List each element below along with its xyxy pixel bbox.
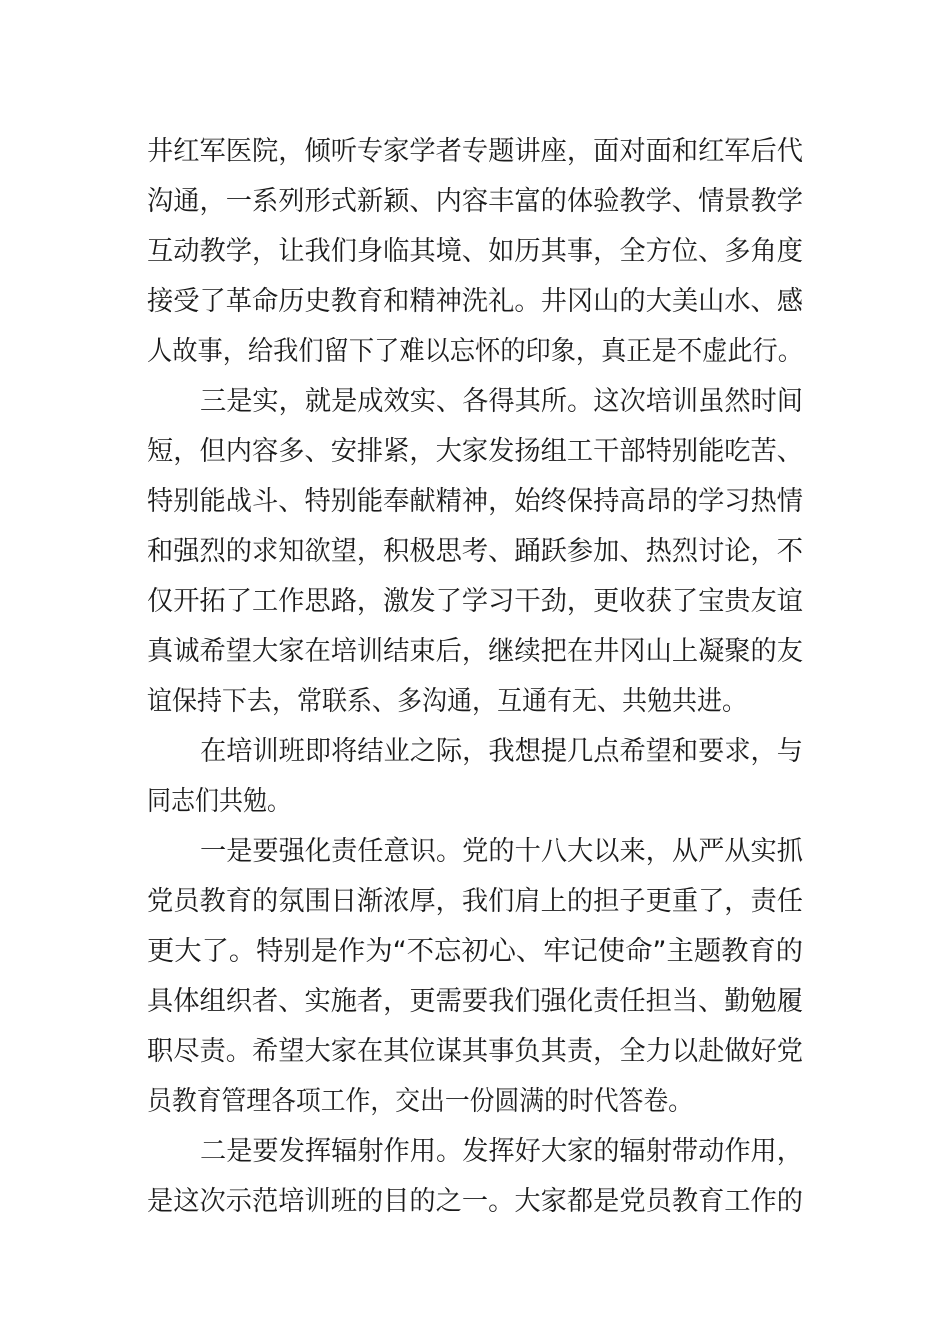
text-line [0, 527, 950, 577]
line-text: 更大了。特别是作为“不忘初心、牢记使命”主题教育的 [147, 936, 803, 967]
line-text: 职尽责。希望大家在其位谋其事负其责，全力以赴做好党 [147, 1036, 804, 1067]
text-line [0, 327, 950, 377]
text-line [0, 1177, 950, 1227]
line-text: 谊保持下去，常联系、多沟通，互通有无、共勉共进。 [147, 686, 747, 717]
text-line [0, 927, 950, 977]
text-line [0, 477, 950, 527]
text-line [0, 627, 950, 677]
text-line [0, 877, 950, 927]
line-text: 是这次示范培训班的目的之一。大家都是党员教育工作的 [147, 1186, 804, 1217]
text-line [0, 827, 950, 877]
line-text: 短，但内容多、安排紧，大家发扬组工干部特别能吃苦、 [147, 436, 804, 467]
text-line [0, 177, 950, 227]
text-line [0, 377, 950, 427]
line-text: 仅开拓了工作思路，激发了学习干劲，更收获了宝贵友谊 [147, 586, 804, 617]
text-line [0, 777, 950, 827]
line-text: 在培训班即将结业之际，我想提几点希望和要求，与 [200, 736, 803, 767]
line-text: 同志们共勉。 [147, 786, 292, 817]
line-text: 一是要强化责任意识。党的十八大以来，从严从实抓 [200, 836, 803, 867]
text-line [0, 577, 950, 627]
text-line [0, 277, 950, 327]
line-text: 和强烈的求知欲望，积极思考、踊跃参加、热烈讨论，不 [147, 536, 804, 567]
text-line [0, 1077, 950, 1127]
text-line [0, 677, 950, 727]
line-text: 三是实，就是成效实、各得其所。这次培训虽然时间 [200, 386, 803, 417]
line-text: 二是要发挥辐射作用。发挥好大家的辐射带动作用， [200, 1136, 803, 1167]
text-line [0, 427, 950, 477]
line-text: 井红军医院，倾听专家学者专题讲座，面对面和红军后代 [147, 136, 804, 167]
text-line [0, 1027, 950, 1077]
text-line [0, 1127, 950, 1177]
line-text: 互动教学，让我们身临其境、如历其事，全方位、多角度 [147, 236, 804, 267]
line-text: 人故事，给我们留下了难以忘怀的印象，真正是不虚此行。 [147, 336, 804, 367]
line-text: 员教育管理各项工作，交出一份圆满的时代答卷。 [147, 1086, 694, 1117]
line-text: 特别能战斗、特别能奉献精神，始终保持高昂的学习热情 [147, 486, 804, 517]
line-text: 沟通，一系列形式新颖、内容丰富的体验教学、情景教学 [147, 186, 804, 217]
line-text: 具体组织者、实施者，更需要我们强化责任担当、勤勉履 [147, 986, 804, 1017]
text-line [0, 227, 950, 277]
line-text: 党员教育的氛围日渐浓厚，我们肩上的担子更重了，责任 [147, 886, 804, 917]
text-line [0, 727, 950, 777]
line-text: 接受了革命历史教育和精神洗礼。井冈山的大美山水、感 [147, 286, 804, 317]
line-text: 真诚希望大家在培训结束后，继续把在井冈山上凝聚的友 [147, 636, 804, 667]
text-line [0, 127, 950, 177]
text-line [0, 977, 950, 1027]
